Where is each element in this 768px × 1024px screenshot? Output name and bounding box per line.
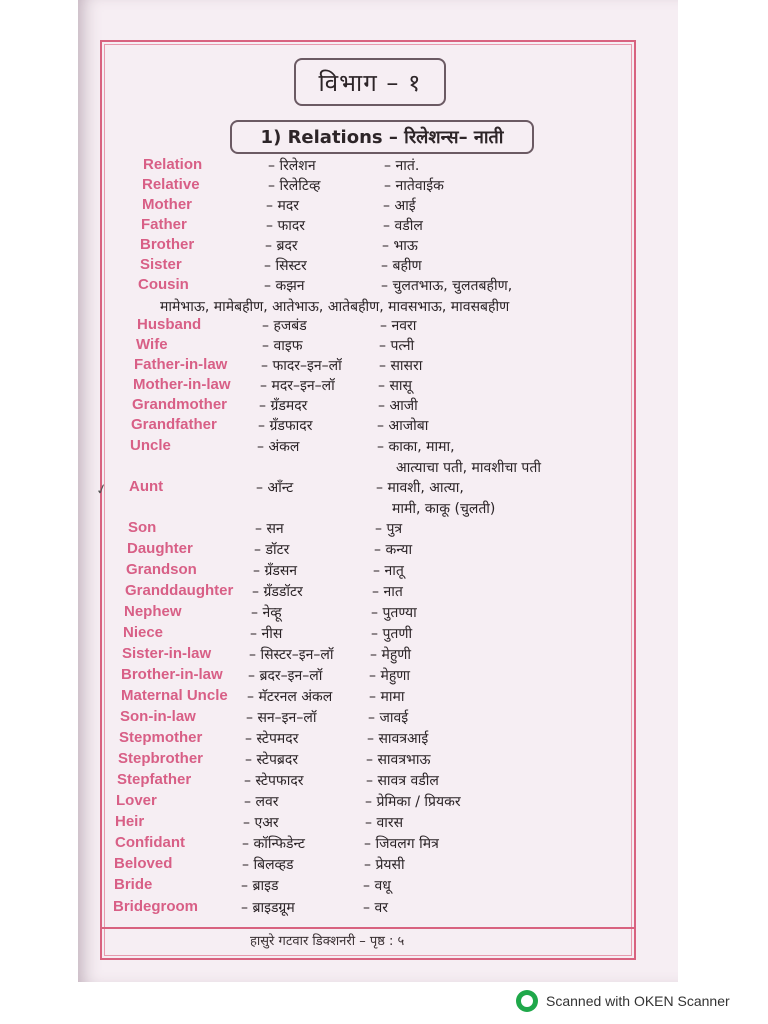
entry-row [0,316,640,336]
marathi-meaning: – नवरा [380,318,417,334]
transliteration: – डॉटर [254,542,290,558]
transliteration: – आँन्ट [256,480,294,496]
marathi-meaning: – वधू [363,878,391,894]
marathi-meaning: – भाऊ [382,238,418,254]
marathi-meaning: – सावत्र वडील [366,773,439,789]
marathi-meaning: – मावशी, आत्या, [376,480,464,496]
entry-row [0,750,640,770]
page-footer: हासुरे गटवार डिक्शनरी – पृष्ठ : ५ [250,934,405,949]
english-word: Stepmother [119,729,203,746]
marathi-meaning: – सावत्रआई [367,731,429,747]
transliteration: – वाइफ [262,338,303,354]
entry-row [0,645,640,665]
entry-row [0,898,640,918]
english-word: Cousin [138,276,189,293]
transliteration: – बिलव्हड [242,857,294,873]
entry-row [0,216,640,236]
entry-row [0,582,640,602]
entry-row [0,437,640,457]
english-word: Niece [123,624,164,641]
english-word: Relation [143,156,203,173]
english-word: Maternal Uncle [121,687,228,704]
marathi-meaning: – नातेवाईक [384,178,444,194]
transliteration: – सिस्टर–इन–लॉ [249,647,334,663]
transliteration: – स्टेपब्रदर [245,752,299,768]
entry-row [0,603,640,623]
scanner-watermark [516,990,730,1012]
english-word: Grandmother [132,396,228,413]
english-word: Husband [137,316,202,333]
marathi-meaning: – पुत्र [375,521,403,537]
transliteration: – ग्रँडडॉटर [252,584,303,600]
footer-rule [100,927,636,929]
entry-row [0,729,640,749]
marathi-meaning: – मेहुणी [370,647,412,663]
english-word: Brother [140,236,195,253]
entry-row [0,792,640,812]
entry-row [0,276,640,296]
entry-row [0,876,640,896]
english-word: Son [128,519,157,536]
transliteration: – कॉन्फिडेन्ट [242,836,305,852]
transliteration: – ब्राइड [241,878,279,894]
marathi-meaning: – नात [372,584,403,600]
entry-row [0,236,640,256]
transliteration: – ब्राइडग्रूम [241,900,295,916]
entry-row [0,396,640,416]
marathi-meaning: – सासू [378,378,413,394]
pen-tick-mark: ✓ [94,480,110,500]
entry-row [0,416,640,436]
entry-row [0,834,640,854]
chapter-title: 1) Relations – रिलेशन्स– नाती [230,120,534,154]
english-word: Daughter [127,540,193,557]
marathi-meaning: – पुतणी [371,626,413,642]
english-word: Son-in-law [120,708,196,725]
english-word: Grandson [126,561,197,578]
transliteration: – फादर–इन–लॉ [261,358,342,374]
entry-row [0,771,640,791]
marathi-meaning: – कन्या [374,542,413,558]
transliteration: – लवर [244,794,279,810]
marathi-meaning: – प्रेयसी [364,857,405,873]
entry-row [0,176,640,196]
uncle-continuation: आत्याचा पती, मावशीचा पती [396,460,541,476]
marathi-meaning: – सासरा [379,358,423,374]
english-word: Brother-in-law [121,666,223,683]
entry-row [0,624,640,644]
transliteration: – फादर [266,218,306,234]
transliteration: – रिलेशन [268,158,316,174]
marathi-meaning: – वडील [383,218,423,234]
transliteration: – सन–इन–लॉ [246,710,317,726]
english-word: Beloved [114,855,173,872]
entry-row [0,666,640,686]
marathi-meaning: – वारस [365,815,404,831]
english-word: Uncle [130,437,171,454]
transliteration: – सन [255,521,284,537]
marathi-meaning: – जिवलग मित्र [364,836,439,852]
marathi-meaning: – आजी [378,398,418,414]
transliteration: – रिलेटिव्ह [268,178,321,194]
transliteration: – मदर [266,198,299,214]
english-word: Bridegroom [113,898,199,915]
transliteration: – स्टेपफादर [244,773,304,789]
entry-row [0,196,640,216]
entry-row [0,687,640,707]
transliteration: – ग्रँडफादर [258,418,313,434]
watermark-text: Scanned with OKEN Scanner [546,993,730,1009]
marathi-meaning: – मामा [369,689,405,705]
transliteration: – एअर [243,815,279,831]
english-word: Stepbrother [118,750,204,767]
transliteration: – हजबंड [262,318,307,334]
english-word: Heir [115,813,145,830]
english-word: Relative [142,176,200,193]
aunt-continuation: मामी, काकू (चुलती) [392,501,496,517]
transliteration: – कझन [264,278,305,294]
transliteration: – मदर–इन–लॉ [260,378,335,394]
entry-row [0,519,640,539]
english-word: Bride [114,876,153,893]
marathi-meaning: – चुलतभाऊ, चुलतबहीण, [381,278,513,294]
entry-row [0,855,640,875]
marathi-meaning: – आजोबा [377,418,429,434]
entry-row [0,376,640,396]
marathi-meaning: – सावत्रभाऊ [366,752,431,768]
entry-row [0,561,640,581]
english-word: Mother-in-law [133,376,231,393]
marathi-meaning: – आई [383,198,416,214]
english-word: Confidant [115,834,185,851]
entry-row [0,540,640,560]
scanner-logo-icon [516,990,538,1012]
entry-row [0,813,640,833]
marathi-meaning: – नातं. [384,158,420,174]
english-word: Aunt [129,478,164,495]
entry-row [0,336,640,356]
transliteration: – ग्रँडसन [253,563,298,579]
marathi-meaning: – पत्नी [379,338,415,354]
english-word: Mother [142,196,192,213]
marathi-meaning: – नातू [373,563,404,579]
english-word: Wife [136,336,168,353]
transliteration: – ग्रँडमदर [259,398,308,414]
entry-row [0,356,640,376]
transliteration: – नेव्हू [251,605,282,621]
transliteration: – सिस्टर [264,258,307,274]
english-word: Father [141,216,187,233]
english-word: Sister-in-law [122,645,212,662]
english-word: Lover [116,792,157,809]
marathi-meaning: – बहीण [381,258,422,274]
marathi-meaning: – काका, मामा, [377,439,455,455]
english-word: Grandfather [131,416,217,433]
transliteration: – स्टेपमदर [245,731,299,747]
english-word: Sister [140,256,182,273]
english-word: Father-in-law [134,356,228,373]
cousin-continuation: मामेभाऊ, मामेबहीण, आतेभाऊ, आतेबहीण, मावसभाऊ, मावसबहीण [160,299,510,315]
entry-row [0,256,640,276]
entry-row [0,156,640,176]
marathi-meaning: – वर [363,900,388,916]
english-word: Nephew [124,603,182,620]
section-heading: विभाग – १ [294,58,446,106]
entry-row [0,708,640,728]
english-word: Granddaughter [125,582,234,599]
transliteration: – ब्रदर–इन–लॉ [248,668,323,684]
marathi-meaning: – जावई [368,710,409,726]
transliteration: – ब्रदर [265,238,298,254]
transliteration: – नीस [250,626,283,642]
transliteration: – मॅटरनल अंकल [247,689,333,705]
marathi-meaning: – पुतण्या [371,605,417,621]
marathi-meaning: – मेहुणा [369,668,411,684]
transliteration: – अंकल [257,439,300,455]
english-word: Stepfather [117,771,192,788]
marathi-meaning: – प्रेमिका / प्रियकर [365,794,461,810]
